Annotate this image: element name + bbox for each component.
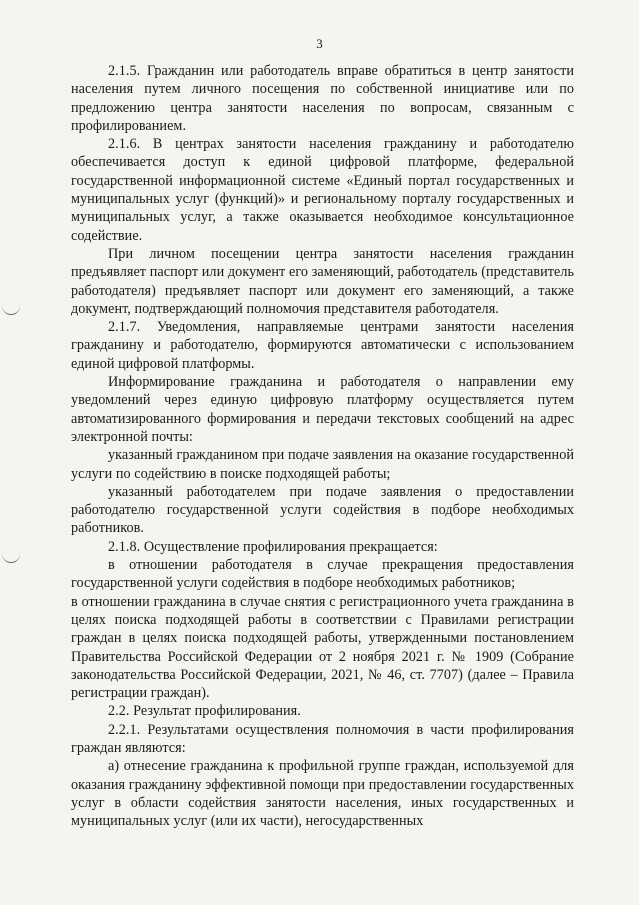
document-body [71, 62, 574, 830]
paragraph: 2.2. Результат профилирования. [108, 703, 301, 720]
paragraph: в отношении работодателя в случае прекращения предоставления государственной услуги содействия в подборе необходимых работников; [71, 557, 574, 592]
paragraph: указанный работодателем при подаче заявления о предоставлении работодателю государственной услуги содействия в подборе необходимых работников. [71, 483, 574, 537]
page-number: 3 [316, 36, 323, 51]
scan-mark-left-upper [2, 304, 20, 315]
paragraph: 2.2.1. Результатами осуществления полномочия в части профилирования граждан являются: [71, 721, 574, 756]
paragraph: в отношении гражданина в случае снятия с регистрационного учета гражданина в целях поиска подходящей работы в соответствии с Правилами регистрации граждан в целях поиска подходящей работы, утвержденными постановлением Правительства Российской Федерации от 2 ноября 2021 г. № 1909 (Собрание законодательства Российской Федерации, 2021, № 46, ст. 7707) (далее – Правила регистрации граждан). [71, 593, 574, 702]
paragraph: 2.1.6. В центрах занятости населения гражданину и работодателю обеспечивается доступ к единой цифровой платформе, федеральной государственной информационной системе «Единый портал государственных и муниципальных услуг (функций)» и региональному порталу государственных и муниципальных услуг, а также оказывается необходимое консультационное содействие. [71, 136, 574, 244]
scan-mark-left-lower [2, 552, 20, 563]
paragraph: 2.1.5. Гражданин или работодатель вправе обратиться в центр занятости населения путем личного посещения по собственной инициативе или по предложению центра занятости населения по вопросам, связанным с профилированием. [71, 63, 574, 134]
paragraph: Информирование гражданина и работодателя о направлении ему уведомлений через единую цифровую платформу осуществляется путем автоматизированного формирования и передачи текстовых сообщений на адрес электронной почты: [71, 374, 574, 445]
paragraph: При личном посещении центра занятости населения гражданин предъявляет паспорт или документ его заменяющий, работодатель (представитель работодателя) предъявляет паспорт или документ его заменяющий, а также документ, подтверждающий полномочия представителя работодателя. [71, 245, 574, 317]
paragraph: а) отнесение гражданина к профильной группе граждан, используемой для оказания гражданину эффективной помощи при предоставлении государственных услуг в области содействия занятости населения, иных государственных и муниципальных услуг (или их части), негосударственных [71, 758, 574, 830]
paragraph: указанный гражданином при подаче заявления на оказание государственной услуги по содействию в поиске подходящей работы; [71, 447, 574, 482]
paragraph: 2.1.7. Уведомления, направляемые центрами занятости населения гражданину и работодателю, формируются автоматически с использованием единой цифровой платформы. [71, 319, 574, 372]
paragraph: 2.1.8. Осуществление профилирования прекращается: [108, 538, 438, 555]
